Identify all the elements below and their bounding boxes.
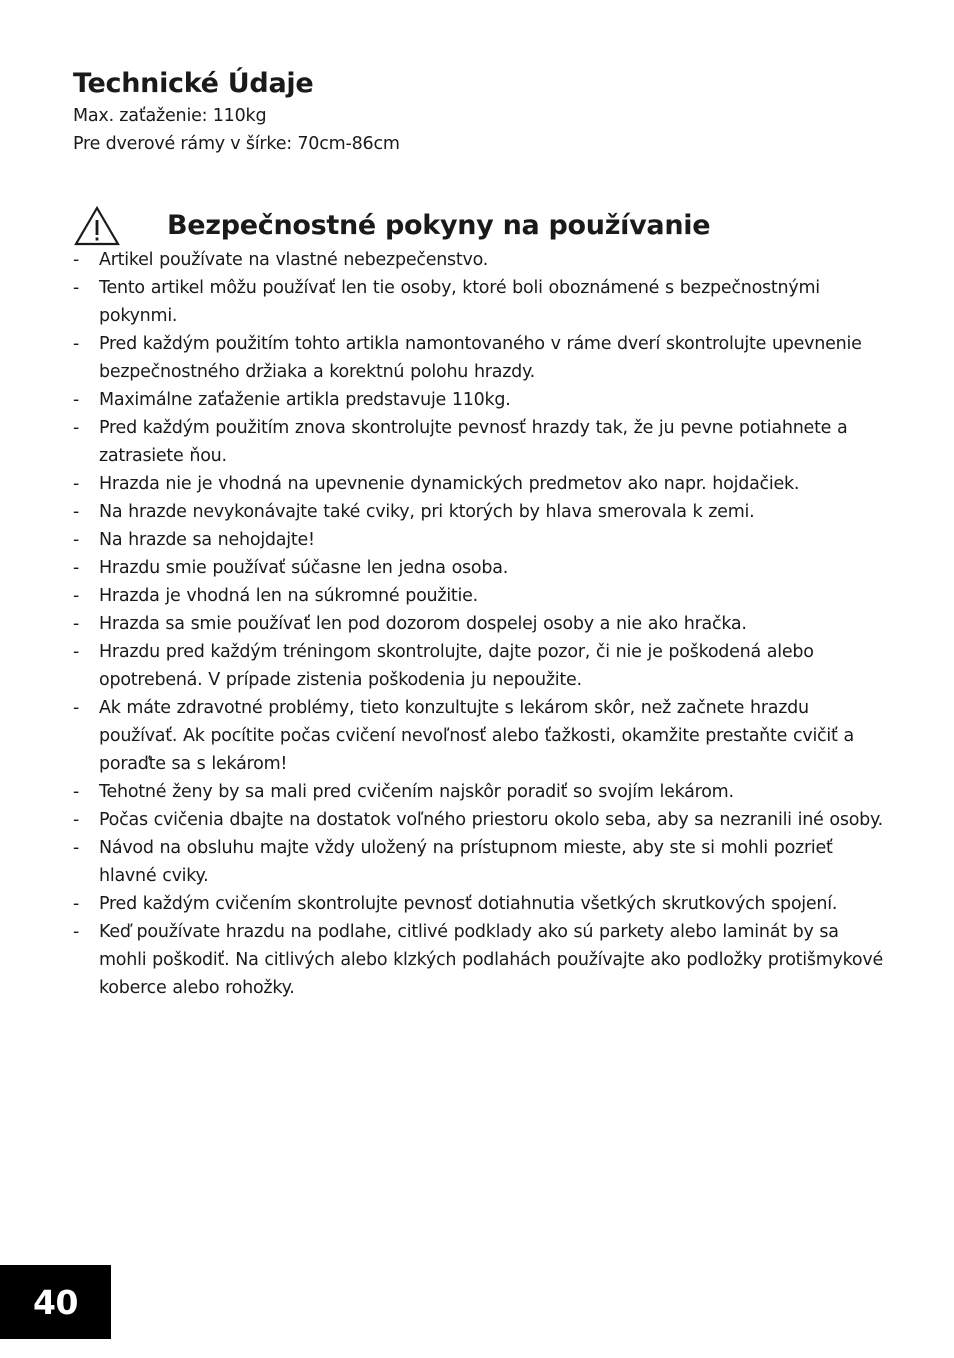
bullet-dash: -	[73, 250, 80, 270]
page-number: 40	[33, 1282, 78, 1322]
list-item	[73, 274, 883, 330]
list-item-text: Počas cvičenia dbajte na dostatok voľného priestoru okolo seba, aby sa nezranili iné osoby.	[99, 810, 883, 830]
technical-data-title: Technické Údaje	[73, 68, 314, 99]
list-item-text: Hrazda je vhodná len na súkromné použitie.	[99, 586, 478, 606]
list-item-text: Pred každým použitím tohto artikla namontovaného v ráme dverí skontrolujte upevnenie bezpečnostného držiaka a korektnú polohu hrazdy.	[99, 334, 862, 382]
list-item-text: Pred každým použitím znova skontrolujte pevnosť hrazdy tak, že ju pevne potiahnete a zatrasiete ňou.	[99, 418, 848, 466]
list-item	[73, 470, 883, 498]
bullet-dash: -	[73, 558, 80, 578]
bullet-dash: -	[73, 502, 80, 522]
safety-instructions-title: Bezpečnostné pokyny na používanie	[167, 210, 711, 241]
list-item	[73, 526, 883, 554]
list-item-text: Na hrazde sa nehojdajte!	[99, 530, 315, 550]
warning-triangle-icon	[73, 205, 121, 247]
page-number-box	[0, 1265, 111, 1339]
list-item	[73, 386, 883, 414]
bullet-dash: -	[73, 586, 80, 606]
bullet-dash: -	[73, 838, 80, 858]
bullet-dash: -	[73, 698, 80, 718]
bullet-dash: -	[73, 782, 80, 802]
list-item	[73, 498, 883, 526]
list-item	[73, 610, 883, 638]
bullet-dash: -	[73, 474, 80, 494]
list-item	[73, 414, 883, 470]
list-item	[73, 806, 883, 834]
bullet-dash: -	[73, 278, 80, 298]
door-frame-width-line: Pre dverové rámy v šírke: 70cm-86cm	[73, 134, 400, 154]
list-item	[73, 890, 883, 918]
list-item-text: Hrazda nie je vhodná na upevnenie dynamických predmetov ako napr. hojdačiek.	[99, 474, 800, 494]
bullet-dash: -	[73, 390, 80, 410]
list-item-text: Ak máte zdravotné problémy, tieto konzultujte s lekárom skôr, než začnete hrazdu používať. Ak pocítite počas cvičení nevoľnosť alebo ťažkosti, okamžite prestaňte cvičiť a poraďte sa s lekárom!	[99, 698, 854, 774]
bullet-dash: -	[73, 530, 80, 550]
list-item-text: Tento artikel môžu používať len tie osoby, ktoré boli oboznámené s bezpečnostnými pokynmi.	[99, 278, 820, 326]
list-item	[73, 246, 883, 274]
bullet-dash: -	[73, 418, 80, 438]
list-item	[73, 778, 883, 806]
list-item	[73, 582, 883, 610]
list-item-text: Hrazdu smie používať súčasne len jedna osoba.	[99, 558, 509, 578]
list-item-text: Keď používate hrazdu na podlahe, citlivé podklady ako sú parkety alebo laminát by sa mohli poškodiť. Na citlivých alebo klzkých podlahách používajte ako podložky protišmykové koberce alebo rohožky.	[99, 922, 883, 998]
list-item-text: Na hrazde nevykonávajte také cviky, pri ktorých by hlava smerovala k zemi.	[99, 502, 755, 522]
bullet-dash: -	[73, 334, 80, 354]
bullet-dash: -	[73, 894, 80, 914]
list-item-text: Pred každým cvičením skontrolujte pevnosť dotiahnutia všetkých skrutkových spojení.	[99, 894, 838, 914]
list-item-text: Tehotné ženy by sa mali pred cvičením najskôr poradiť so svojím lekárom.	[99, 782, 734, 802]
technical-data-section	[73, 66, 893, 158]
list-item	[73, 834, 883, 890]
list-item	[73, 554, 883, 582]
safety-instructions-list	[73, 246, 883, 1002]
list-item	[73, 638, 883, 694]
list-item-text: Návod na obsluhu majte vždy uložený na prístupnom mieste, aby ste si mohli pozrieť hlavné cviky.	[99, 838, 833, 886]
bullet-dash: -	[73, 810, 80, 830]
list-item-text: Maximálne zaťaženie artikla predstavuje 110kg.	[99, 390, 511, 410]
list-item	[73, 694, 883, 778]
list-item-text: Hrazda sa smie používať len pod dozorom dospelej osoby a nie ako hračka.	[99, 614, 747, 634]
safety-header	[73, 205, 893, 249]
list-item	[73, 918, 883, 1002]
bullet-dash: -	[73, 922, 80, 942]
list-item-text: Hrazdu pred každým tréningom skontrolujte, dajte pozor, či nie je poškodená alebo opotrebená. V prípade zistenia poškodenia ju nepoužite.	[99, 642, 814, 690]
max-load-line: Max. zaťaženie: 110kg	[73, 106, 267, 126]
list-item-text: Artikel používate na vlastné nebezpečenstvo.	[99, 250, 489, 270]
list-item	[73, 330, 883, 386]
bullet-dash: -	[73, 614, 80, 634]
bullet-dash: -	[73, 642, 80, 662]
